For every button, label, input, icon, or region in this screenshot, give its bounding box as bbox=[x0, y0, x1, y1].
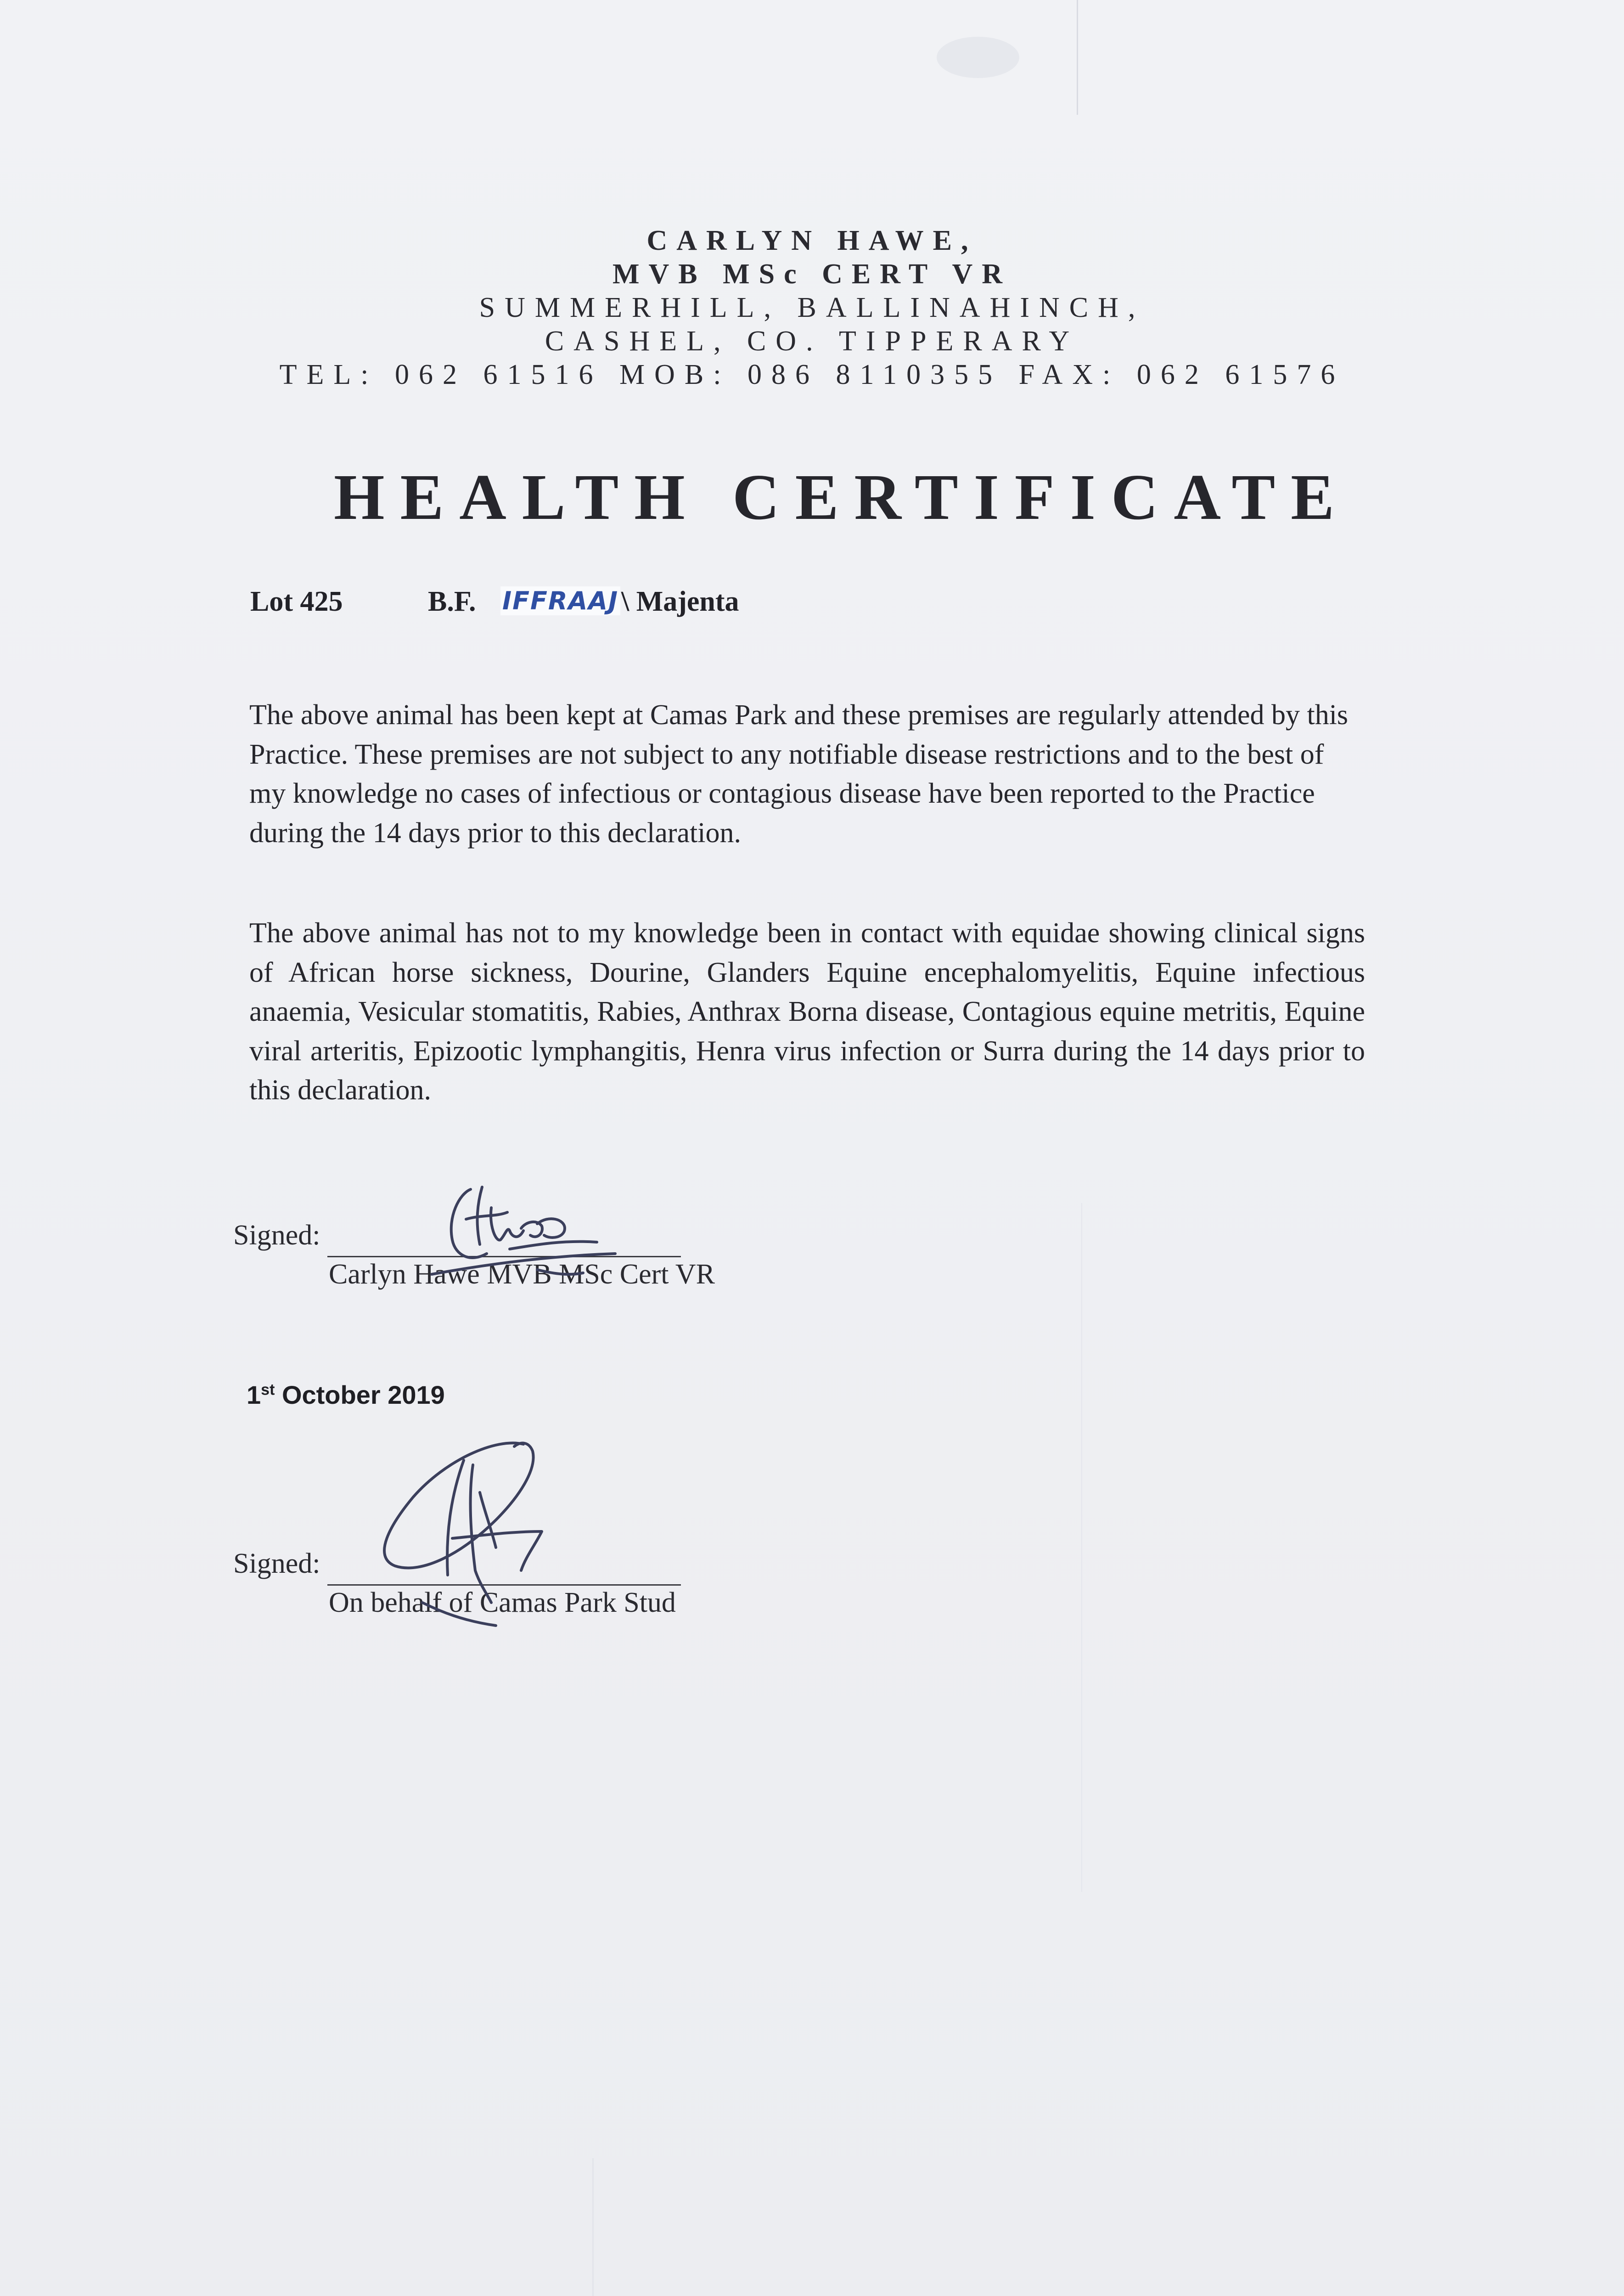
vet-handwritten-signature bbox=[427, 1176, 620, 1286]
premises-paragraph: The above animal has been kept at Camas Park and these premises are regularly attended by this Practice. These premises are not subject to any notifiable disease restrictions and to the best of my knowledge no cases of infectious or contagious disease have been reported to the Practice during the 14 days prior to this declaration. bbox=[249, 699, 1349, 849]
letterhead bbox=[0, 224, 1624, 392]
address-line-1: SUMMERHILL, BALLINAHINCH, bbox=[479, 292, 1145, 323]
handwritten-sire: IFFRAAJ bbox=[500, 586, 620, 615]
signed-label: Signed: bbox=[233, 1220, 320, 1251]
address-line-2: CASHEL, CO. TIPPERARY bbox=[545, 326, 1079, 357]
lot-number: Lot 425 bbox=[250, 586, 343, 617]
vet-qualifications: MVB MSc CERT VR bbox=[612, 259, 1012, 290]
document-title: HEALTH CERTIFICATE bbox=[334, 461, 1350, 533]
vet-name: CARLYN HAWE, bbox=[646, 225, 978, 256]
signed-label: Signed: bbox=[233, 1548, 320, 1579]
contact-numbers: TEL: 062 61516 MOB: 086 8110355 FAX: 062 61576 bbox=[279, 359, 1345, 390]
horse-dam: \ Majenta bbox=[621, 586, 739, 617]
scan-artifact-right bbox=[1081, 1203, 1082, 1892]
date-day: 1 bbox=[247, 1380, 261, 1409]
signer-name: Carlyn Hawe MVB MSc Cert VR bbox=[329, 1259, 715, 1290]
scan-artifact-top bbox=[1077, 0, 1078, 115]
horse-prefix: B.F. bbox=[428, 586, 476, 617]
signer-name: On behalf of Camas Park Stud bbox=[329, 1587, 676, 1618]
certificate-date bbox=[247, 1380, 445, 1410]
date-month-year: October 2019 bbox=[275, 1380, 445, 1409]
scan-artifact-bottom bbox=[592, 2158, 594, 2296]
scan-speck bbox=[937, 37, 1019, 78]
stud-handwritten-signature bbox=[358, 1437, 565, 1630]
date-day-suffix: st bbox=[261, 1381, 275, 1399]
contact-paragraph: The above animal has not to my knowledge been in contact with equidae showing clinical signs of African horse sickness, Dourine, Glanders Equine encephalomyelitis, Equine infectious anaemia, Vesicular stomatitis, Rabies, Anthrax Borna disease, Contagious equine metritis, Equine viral arteritis, Epizootic lymphangitis, Henra virus infection or Surra during the 14 days prior to this declaration. bbox=[249, 917, 1365, 1106]
